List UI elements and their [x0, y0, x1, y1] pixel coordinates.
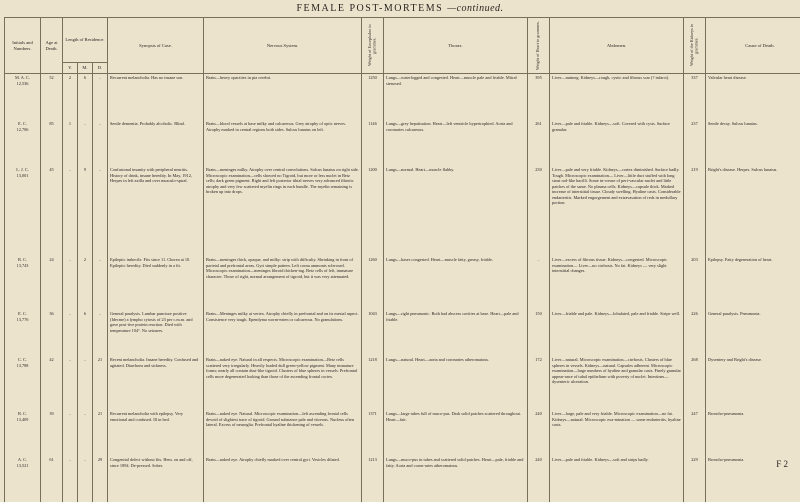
header-initials: Initials and Numbers. [5, 18, 41, 74]
thorax-findings: Lungs—large tubes full of muco-pus. Dark solid patches scattered throughout. Heart—fair. [384, 410, 528, 456]
brain-weight: 1250 [362, 74, 384, 121]
thorax-findings: Lungs—bases congested. Heart—muscle fatty, greasy, friable. [384, 256, 528, 310]
residence-years: .. [63, 356, 78, 410]
cause-of-death: Broncho-pneumonia. [706, 410, 800, 456]
brain-weight: 1213 [362, 456, 384, 502]
cause-of-death: Dysentery and Bright's disease. [706, 356, 800, 410]
nervous-system: Brain—naked eye. Natural. Microscopic examination—left ascending frontal cells devoid of slightest trace of tigroid. Ground substance pale and vitreous. Nucleus often lateral. Excess of neuroglia. Prefrontal hyaline thickening of vessels. [204, 410, 362, 456]
case-synopsis: Recurrent melancholia. Has no insane son. [108, 74, 204, 121]
nervous-system: Brain—naked eye. Natural in all respects. Microscopic examination—Betz cells scattered very irregularly. Heavily loaded dull green-yellow pigment. Many immature forms; nearly all contain dust-like tigroid. Clusters of blue spheres in vessels. Prefrontal cells more degenerated looking than those of the ascending frontal cortex. [204, 356, 362, 410]
nervous-system: Brain—meninges thick, opaque, and milky: strip with difficulty. Shrinking in front of parietal and prefrontal areas. Gyri simple pattern. Left cornu ammonis sclerosed. Microscopic examination—meninges fibroid thicken-ing. Betz cells of left, immature character. Those of right, normal arrangement of tigroid, but it was very attenuated. [204, 256, 362, 310]
case-age: 42 [41, 356, 63, 410]
thorax-findings: Lungs—waterlogged and congested. Heart—muscle pale and friable. Mitral stenosed. [384, 74, 528, 121]
residence-years: .. [63, 166, 78, 256]
nervous-system: Brain—blood vessels at base milky and calcareous. Grey atrophy of optic nerves. Atrophy marked in central regions both sides. Sulcus lunatus on left. [204, 120, 362, 166]
residence-months: 2 [78, 256, 93, 310]
case-initials: E. C. 12,706 [5, 120, 41, 166]
header-brain-weight: Weight of Encephalon in grammes. [362, 18, 384, 74]
header-abdomen: Abdomen. [550, 18, 684, 74]
case-age: 52 [41, 74, 63, 121]
heart-weight: .. [528, 256, 550, 310]
abdomen-findings: Liver—large, pale and very friable. Microscopic examination—no fat. Kidneys—natural. Microscopic exa-mination — some endarteritis, hyaline casts. [550, 410, 684, 456]
cause-of-death: Broncho-pneumonia. [706, 456, 800, 502]
case-age: 85 [41, 120, 63, 166]
cause-of-death: Valvular heart disease. [706, 74, 800, 121]
heart-weight: 172 [528, 356, 550, 410]
residence-days: 21 [93, 410, 108, 456]
abdomen-findings: Liver—excess of fibrous tissue. Kidneys—congested. Microscopic examination— Liver—no cirrhosis. No fat. Kidneys — very slight interstitial changes. [550, 256, 684, 310]
header-synopsis: Synopsis of Case. [108, 18, 204, 74]
residence-years: .. [63, 410, 78, 456]
header-heart-weight: Weight of Heart in grammes. [528, 18, 550, 74]
abdomen-findings: Liver—pale and friable. Kidneys—soft. Covered with cysts. Surface granular. [550, 120, 684, 166]
heart-weight: 395 [528, 74, 550, 121]
kidneys-weight: 247 [684, 410, 706, 456]
table-row [5, 410, 800, 456]
cause-of-death: Senile decay. Sulcus lunatus. [706, 120, 800, 166]
nervous-system: Brain—naked eye. Atrophy chiefly marked over central gyri. Vesicles dilated. [204, 456, 362, 502]
abdomen-findings: Liver—nutmeg. Kidneys—rough, cystic and fibrous scar (? infarct). [550, 74, 684, 121]
residence-years: .. [63, 456, 78, 502]
cause-of-death: Bright's disease. Herpes. Sulcus lunatus. [706, 166, 800, 256]
abdomen-findings: Liver—pale and friable. Kidneys—soft and strips badly. [550, 456, 684, 502]
header-nervous: Nervous System. [204, 18, 362, 74]
table-row [5, 74, 800, 121]
heart-weight: 240 [528, 410, 550, 456]
case-synopsis: Confusional insanity with peripheral neuritis. History of drink, insane heredity. In May, 1912, Herpes in left axilla and over musculo-spiral. [108, 166, 204, 256]
thorax-findings: Lungs—grey hepatisation. Heart—left ventricle hypertrophied. Aorta and coronaries calcareous. [384, 120, 528, 166]
case-initials: B. C. 13,743 [5, 256, 41, 310]
residence-days: .. [93, 166, 108, 256]
header-age: Age at Death. [41, 18, 63, 74]
case-initials: A. C. 13,521 [5, 456, 41, 502]
residence-months: .. [78, 356, 93, 410]
residence-years: .. [63, 256, 78, 310]
nervous-system: Brain—Meninges milky at vertex. Atrophy chiefly in prefrontal and on its mesial aspect. Consistence very tough. Ependyma worm-eaten or calcareous. No granulations. [204, 310, 362, 356]
kidneys-weight: 203 [684, 256, 706, 310]
thorax-findings: Lungs—right pneumonic. Both had abscess cavities at base. Heart—pale and friable. [384, 310, 528, 356]
kidneys-weight: 229 [684, 456, 706, 502]
case-synopsis: Epileptic imbecile. Fits since 11. Chorea at 10. Epileptic heredity. Died suddenly in a fit. [108, 256, 204, 310]
page-title: FEMALE POST-MORTEMS —continued. [0, 3, 800, 14]
header-residence: Length of Residence. [63, 18, 108, 63]
case-initials: B. C. 13,409 [5, 410, 41, 456]
thorax-findings: Lungs—natural. Heart—aorta and coronaries atheromatous. [384, 356, 528, 410]
case-synopsis: Recurrent melancholia with epilepsy. Very emotional and confused. Ill in bed. [108, 410, 204, 456]
residence-days: .. [93, 120, 108, 166]
table-row [5, 166, 800, 256]
abdomen-findings: Liver—natural. Microscopic examination—cirrhosis. Clusters of blue spheres in vessels. Kidneys—natural. Capsules adherent. Microscopic examination—large numbers of hyaline and granular casts. Finely granular appear-ance of tubal epithelium with poverty of nuclei. Intestines—dysenteric ulceration. [550, 356, 684, 410]
case-age: 36 [41, 310, 63, 356]
heart-weight: 150 [528, 310, 550, 356]
residence-years: .. [63, 310, 78, 356]
kidneys-weight: 268 [684, 356, 706, 410]
case-synopsis: Senile dementia. Probably alcoholic. Blind. [108, 120, 204, 166]
residence-days: .. [93, 74, 108, 121]
residence-years: 1 [63, 120, 78, 166]
residence-days: 29 [93, 456, 108, 502]
header-cause: Cause of Death. [706, 18, 800, 74]
kidneys-weight: 337 [684, 74, 706, 121]
case-initials: M. A. C. 12,536 [5, 74, 41, 121]
table-row [5, 256, 800, 310]
table-row [5, 456, 800, 502]
abdomen-findings: Liver—friable and pale. Kidneys—lobulated, pale and friable. Stripe well. [550, 310, 684, 356]
brain-weight: 1043 [362, 310, 384, 356]
header-thorax: Thorax. [384, 18, 528, 74]
brain-weight: 1200 [362, 166, 384, 256]
residence-months: 6 [78, 74, 93, 121]
case-synopsis: Recent melancholia. Insane heredity. Confused and agitated. Diarrhoea and sickness. [108, 356, 204, 410]
thorax-findings: Lungs—normal. Heart—muscle flabby. [384, 166, 528, 256]
kidneys-weight: 226 [684, 310, 706, 356]
brain-weight: 1146 [362, 120, 384, 166]
heart-weight: 230 [528, 166, 550, 256]
nervous-system: Brain—heavy opacities in pia cerebri. [204, 74, 362, 121]
case-synopsis: General paralysis. Lumbar puncture positive (Idecme) a lympho cytosis of 23 per c.m.m. and gave posi-tive protein reaction. Died with temperature 104°. No seizures. [108, 310, 204, 356]
case-age: 45 [41, 166, 63, 256]
residence-days: 21 [93, 356, 108, 410]
nervous-system: Brain—meninges milky. Atrophy over central convolutions. Sulcus lunatus on right side. Microscopic examination—cells showed no Tigroid, but more or less nuclei in Betz cells; dark green pigment. Right and left posterior tibial nerves very advanced fibrotic atrophy and very few scattered myelin rings in each bundle. The myelin remaining is broken up into drops. [204, 166, 362, 256]
brain-weight: 1260 [362, 256, 384, 310]
cause-of-death: General paralysis. Pneumonia. [706, 310, 800, 356]
case-age: 61 [41, 456, 63, 502]
case-initials: L. J. C. 13,001 [5, 166, 41, 256]
table-row [5, 120, 800, 166]
table-row [5, 356, 800, 410]
header-days: D. [93, 63, 108, 74]
heart-weight: 240 [528, 456, 550, 502]
case-synopsis: Congenital defect without fits. Hem. on and off, since 1894. De-pressed. Sober. [108, 456, 204, 502]
residence-months: .. [78, 410, 93, 456]
brain-weight: 1371 [362, 410, 384, 456]
page-signature: F 2 [776, 459, 788, 469]
residence-months: .. [78, 456, 93, 502]
case-initials: C. C. 13,788 [5, 356, 41, 410]
case-age: 24 [41, 256, 63, 310]
residence-days: .. [93, 256, 108, 310]
case-initials: E. C. 13,776 [5, 310, 41, 356]
abdomen-findings: Liver—pale and very friable. Kidneys—cortex diminished. Surface badly. Tough. Microscopic examination— Liver—little duct stuffed with long stout rod-like bacilli. Some in-crease of peri-vascular nuclei and little patches of the same. No plasma cells. Kidneys—capsule thick. Marked increase of interstitial tissue. Cloudy swelling. Hyaline casts. Considerable endarteritis. Marked engorgement and extravasation of reds in medullary portion. [550, 166, 684, 256]
heart-weight: 261 [528, 120, 550, 166]
residence-days: .. [93, 310, 108, 356]
residence-years: 2 [63, 74, 78, 121]
brain-weight: 1218 [362, 356, 384, 410]
header-years: Y. [63, 63, 78, 74]
header-months: M. [78, 63, 93, 74]
thorax-findings: Lungs—muco-pus in tubes and scattered solid patches. Heart—pale, friable and fatty. Aorta and coron-aries atheromatous. [384, 456, 528, 502]
post-mortem-table [4, 17, 800, 502]
header-kidneys-weight: Weight of the Kidneys in grammes. [684, 18, 706, 74]
table-row [5, 310, 800, 356]
kidneys-weight: 237 [684, 120, 706, 166]
kidneys-weight: 219 [684, 166, 706, 256]
residence-months: .. [78, 120, 93, 166]
residence-months: 9 [78, 166, 93, 256]
case-age: 39 [41, 410, 63, 456]
residence-months: 6 [78, 310, 93, 356]
cause-of-death: Epilepsy. Fatty degeneration of heart. [706, 256, 800, 310]
